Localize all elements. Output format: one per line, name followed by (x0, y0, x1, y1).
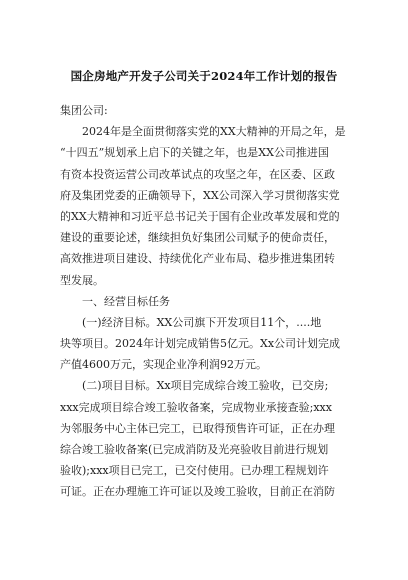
paragraph-line: 有资本投资运营公司改革试点的攻坚之年，在区委、区政 (60, 167, 335, 181)
salutation: 集团公司: (60, 104, 108, 117)
paragraph-line: 的XX大精神和习近平总书记关于国有企业改革发展和党的 (60, 209, 340, 223)
paragraph-line: 型发展。 (60, 273, 104, 287)
paragraph-line: 可证。正在办理施工许可证以及竣工验收，目前正在消防 (60, 485, 335, 499)
paragraph-line: 2024年是全面贯彻落实党的XX大精神的开局之年，是 (82, 125, 346, 139)
paragraph-line: 建设的重要论述，继续担负好集团公司赋予的使命责任， (60, 231, 335, 245)
paragraph-line: (二)项目目标。Xx项目完成综合竣工验收，已交房; (82, 379, 329, 393)
paragraph-line: 府及集团党委的正确领导下，XX公司深入学习贯彻落实党 (60, 188, 340, 202)
document-title: 国企房地产开发子公司关于2024年工作计划的报告 (70, 69, 338, 83)
paragraph-line: (一)经济目标。XX公司旗下开发项目11个，....地 (82, 315, 322, 329)
paragraph-line: 块等项目。2024年计划完成销售5亿元。Xx公司计划完成 (60, 337, 341, 351)
document-body (60, 100, 360, 503)
paragraph-line: xxx完成项目综合竣工验收备案，完成物业承接查验;xxx (60, 400, 332, 414)
paragraph-line: 产值4600万元，实现企业净利润92万元。 (60, 358, 267, 372)
paragraph-line: 为邻服务中心主体已完工，已取得预售许可证，正在办理 (60, 421, 335, 435)
paragraph-line: 高效推进项目建设、持续优化产业布局、稳步推进集团转 (60, 252, 335, 266)
paragraph-line: 一、经营目标任务 (82, 294, 170, 308)
paragraph-line: 综合竣工验收备案(已完成消防及光亮验收目前进行规划 (60, 443, 329, 456)
paragraph-line: “十四五”规划承上启下的关键之年，也是XX公司推进国 (60, 146, 329, 160)
paragraph-line: 验收);xxx项目已完工，已交付使用。已办理工程规划许 (60, 464, 329, 478)
